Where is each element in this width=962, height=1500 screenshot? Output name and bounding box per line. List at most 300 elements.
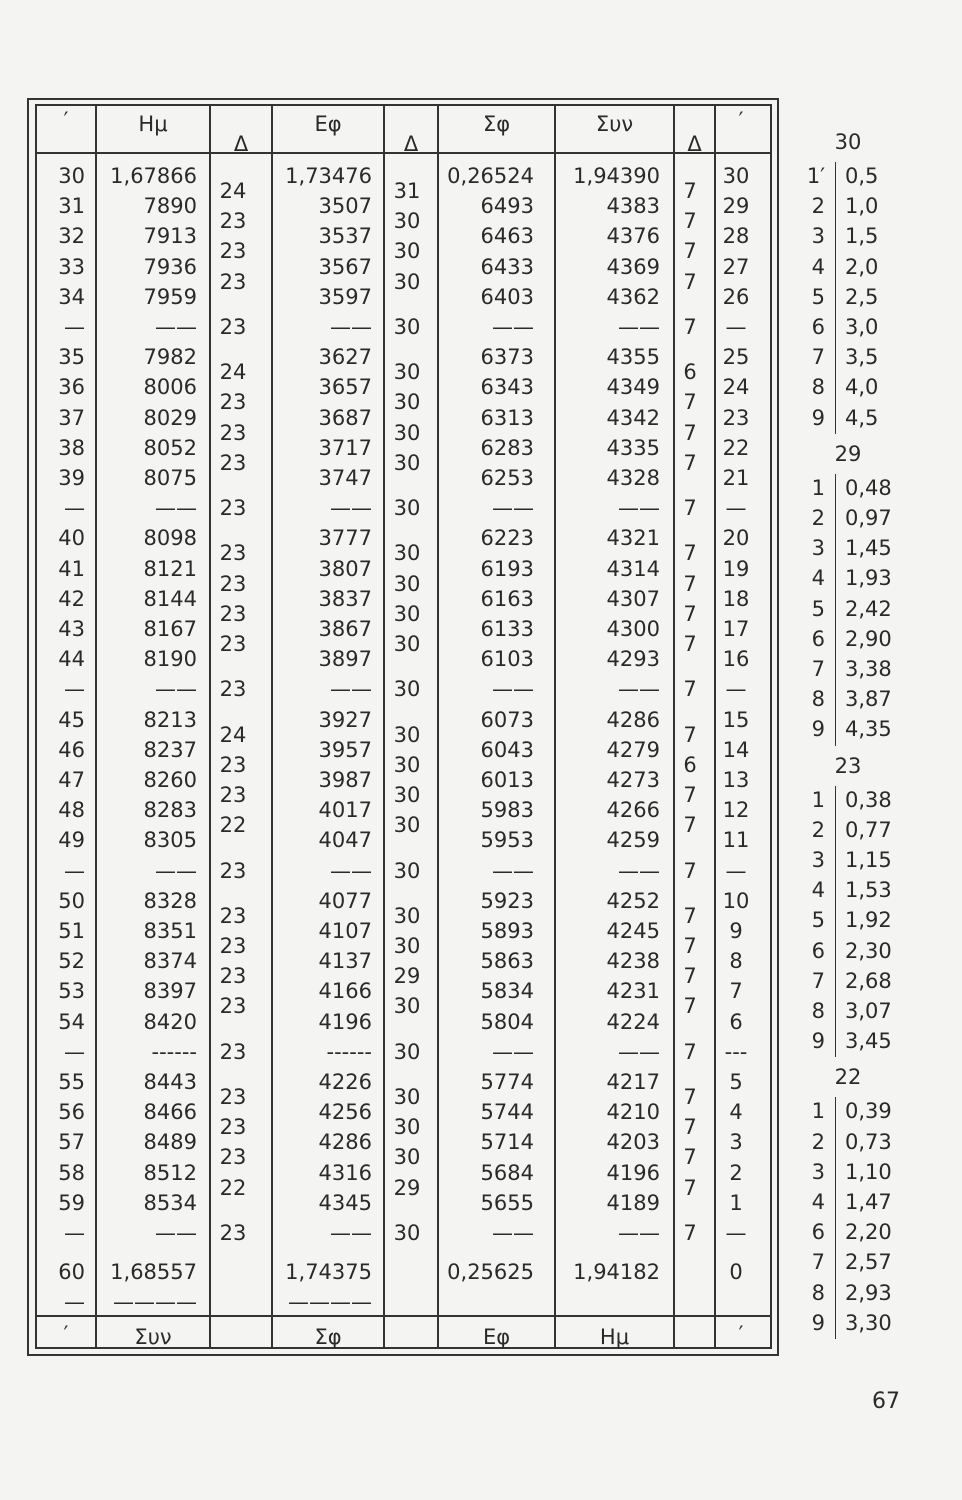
delta-ef: 30 [393,601,421,626]
hm-value: 8397 [143,979,197,1004]
ef-value: 3717 [318,435,372,460]
delta-syn: 7 [683,1039,697,1064]
minute-left: 57 [58,1130,85,1155]
pp-multiplier: 8 [811,1280,825,1305]
pp-value: 3,38 [845,657,892,681]
syn-value: 1,94390 [573,164,660,188]
hm-value: —— [155,1221,197,1245]
pp-value: 0,77 [845,817,892,842]
hm-value: 1,68557 [110,1260,197,1284]
sf-value: —— [492,1039,534,1064]
minute-left: 51 [58,919,85,943]
ef-value: 3627 [318,345,372,370]
delta-ef: 30 [393,994,421,1019]
header-delta-2: Δ [403,132,419,156]
pp-divider [835,162,836,434]
delta-hm: 24 [219,179,247,203]
delta-ef: 29 [393,1175,421,1200]
pp-multiplier: 3 [811,536,825,561]
delta-hm: 23 [219,858,247,883]
delta-ef: 30 [393,496,421,521]
delta-ef: 30 [393,209,421,234]
minute-right: 3 [729,1130,743,1155]
pp-value: 1,5 [845,224,879,249]
ef-value: 3747 [318,466,372,490]
page-number: 67 [872,1389,900,1414]
delta-syn: 7 [683,541,697,566]
minute-left: — [64,1039,85,1064]
pp-multiplier: 3 [811,848,825,872]
hm-value: 7982 [143,345,197,370]
ef-value: 4345 [318,1190,372,1215]
delta-ef: 30 [393,632,421,656]
ef-value: 3927 [318,707,372,732]
pp-multiplier: 9 [811,717,825,742]
sf-value: —— [492,496,534,521]
minute-right: 27 [722,254,750,279]
pp-divider [835,786,836,1058]
minute-right: 23 [722,405,750,430]
delta-syn: 7 [683,209,697,234]
syn-value: 4383 [606,194,660,219]
pp-value: 3,45 [845,1029,892,1054]
syn-value: 4328 [606,466,660,490]
minute-left: 30 [58,164,85,188]
delta-ef: 30 [393,541,421,566]
syn-value: 4224 [606,1009,660,1034]
hm-value: —— [155,858,197,883]
syn-value: 4335 [606,435,660,460]
delta-syn: 7 [683,934,697,958]
sf-value: 5714 [480,1130,534,1155]
ef-value: 4316 [318,1160,372,1185]
syn-value: 4189 [606,1190,660,1215]
pp-value: 4,35 [845,717,892,742]
pp-value: 3,0 [845,315,879,339]
delta-ef: 30 [393,752,421,777]
delta-hm: 23 [219,601,247,626]
delta-syn: 7 [683,903,697,928]
minute-left: 36 [58,375,85,400]
minute-left: 39 [58,466,85,490]
ef-value: 3507 [318,194,372,219]
hm-value: 7913 [143,224,197,249]
delta-hm: 23 [219,903,247,928]
delta-ef: 30 [393,722,421,747]
sf-value: 5983 [480,798,534,823]
sf-value: 6343 [480,375,534,400]
minute-left: — [64,858,85,883]
hm-value: 8305 [143,828,197,853]
minute-right: 18 [722,586,750,611]
delta-syn: 6 [683,360,697,385]
minute-left: 33 [58,254,85,279]
hm-value: —— [155,677,197,702]
ef-value: 4107 [318,919,372,943]
minute-left: 31 [58,194,85,219]
delta-ef: 30 [393,903,421,928]
hm-value: 8534 [143,1190,197,1215]
delta-ef: 30 [393,269,421,294]
delta-syn: 7 [683,450,697,475]
pp-multiplier: 7 [811,345,825,370]
pp-multiplier: 8 [811,999,825,1023]
footer-minutes-left: ′ [63,1322,69,1346]
pp-multiplier: 4 [811,254,825,279]
sf-value: 5893 [480,919,534,943]
minute-left: 41 [58,556,85,581]
pp-value: 1,45 [845,536,892,561]
pp-value: 3,30 [845,1310,892,1335]
pp-multiplier: 2 [811,817,825,842]
delta-hm: 23 [219,1085,247,1109]
sf-value: 0,26524 [447,164,534,188]
delta-hm: 23 [219,783,247,807]
minute-right: 19 [722,556,750,581]
sf-value: 6493 [480,194,534,219]
ef-value: 3957 [318,737,372,762]
minute-left: 43 [58,617,85,641]
pp-value: 2,30 [845,938,892,963]
minute-right: 1 [729,1190,743,1215]
hm-value: —— [155,496,197,521]
delta-hm: 23 [219,934,247,958]
delta-hm: 23 [219,994,247,1019]
hm-value: 8098 [143,526,197,551]
minute-right: 2 [729,1160,743,1185]
delta-hm: 23 [219,239,247,264]
delta-ef: 30 [393,390,421,415]
delta-syn: 7 [683,420,697,445]
footer-ef: Εφ [482,1325,511,1349]
syn-value: 4369 [606,254,660,279]
hm-value: 8144 [143,586,197,611]
pp-multiplier: 5 [811,284,825,309]
delta-syn: 7 [683,315,697,339]
delta-hm: 23 [219,752,247,777]
pp-multiplier: 4 [811,1190,825,1214]
delta-ef: 30 [393,1039,421,1064]
pp-value: 2,42 [845,596,892,621]
minute-right: 29 [722,194,750,219]
pp-multiplier: 4 [811,878,825,903]
ef-value: —— [330,1221,372,1245]
delta-hm: 23 [219,496,247,521]
syn-value: 4203 [606,1130,660,1155]
syn-value: 4231 [606,979,660,1004]
sf-value: 6103 [480,647,534,672]
pp-divider [835,1097,836,1339]
delta-syn: 7 [683,601,697,626]
delta-hm: 23 [219,209,247,234]
ef-value: 3597 [318,284,372,309]
pp-multiplier: 2 [811,506,825,530]
pp-value: 0,73 [845,1129,892,1154]
header-syn: Συν [595,112,634,136]
minute-right: — [725,1221,747,1245]
minute-right: 14 [722,737,750,762]
minute-left: 52 [58,949,85,974]
sf-value: 5923 [480,888,534,913]
syn-value: 4196 [606,1160,660,1185]
minute-right: — [725,858,747,883]
minute-right: 25 [722,345,750,370]
pp-multiplier: 1 [811,1099,825,1124]
sf-value: —— [492,1221,534,1245]
syn-value: 4210 [606,1100,660,1125]
pp-value: 2,0 [845,254,879,279]
minute-left: — [64,1221,85,1245]
sf-value: —— [492,315,534,339]
hm-value: 7959 [143,284,197,309]
minute-left: 37 [58,405,85,430]
pp-multiplier: 3 [811,224,825,249]
ef-value: —— [330,315,372,339]
sf-value: 6223 [480,526,534,551]
sf-value: 6253 [480,466,534,490]
ef-value: —— [330,496,372,521]
minute-left: — [64,496,85,521]
hm-value: 8466 [143,1100,197,1125]
delta-syn: 7 [683,1085,697,1109]
hm-value: 8489 [143,1130,197,1155]
pp-value: 0,48 [845,475,892,500]
delta-hm: 23 [219,1145,247,1170]
delta-ef: 30 [393,858,421,883]
delta-hm: 23 [219,420,247,445]
syn-value: 4376 [606,224,660,249]
minute-left: — [64,315,85,339]
header-delta-1: Δ [233,132,249,156]
minute-right: 20 [722,526,750,551]
minute-right: — [725,315,747,339]
sf-value: 5774 [480,1070,534,1094]
pp-value: 0,39 [845,1099,892,1124]
footer-minutes-right: ′ [738,1322,744,1346]
pp-multiplier: 9 [811,1310,825,1335]
sf-value: 6403 [480,284,534,309]
minute-left: 40 [58,526,85,551]
ef-value: 1,74375 [285,1260,372,1284]
minute-right: 5 [729,1070,743,1094]
delta-syn: 7 [683,677,697,702]
delta-syn: 7 [683,813,697,838]
delta-syn: 7 [683,858,697,883]
hm-value: 8374 [143,949,197,974]
minute-right: 10 [722,888,750,913]
delta-hm: 22 [219,813,247,838]
syn-value: 4279 [606,737,660,762]
ef-value: 3987 [318,768,372,792]
minute-right: --- [724,1039,748,1064]
syn-value: 4252 [606,888,660,913]
delta-syn: 7 [683,722,697,747]
delta-ef: 30 [393,1221,421,1245]
pp-multiplier: 6 [811,1220,825,1245]
delta-ef: 31 [393,179,421,203]
sf-value: 5863 [480,949,534,974]
sf-value: 6163 [480,586,534,611]
syn-value: 4266 [606,798,660,823]
ef-value: 3897 [318,647,372,672]
delta-syn: 7 [683,239,697,264]
ef-value: ------ [326,1039,372,1064]
delta-hm: 24 [219,360,247,385]
sf-value: —— [492,677,534,702]
delta-ef: 30 [393,450,421,475]
minute-right: 15 [722,707,750,732]
minute-right: 11 [722,828,750,853]
ef-value: 3777 [318,526,372,551]
pp-multiplier: 6 [811,626,825,651]
hm-value: ———— [113,1290,197,1314]
delta-syn: 7 [683,632,697,656]
pp-value: 3,5 [845,345,879,370]
sf-value: 6043 [480,737,534,762]
hm-value: 8237 [143,737,197,762]
minute-left: 54 [58,1009,85,1034]
ef-value: ———— [288,1290,372,1314]
ef-value: 3567 [318,254,372,279]
syn-value: —— [618,858,660,883]
syn-value: 4245 [606,919,660,943]
delta-ef: 30 [393,934,421,958]
delta-ef: 30 [393,783,421,807]
minute-right: 24 [722,375,750,400]
pp-multiplier: 8 [811,375,825,400]
sf-value: 6193 [480,556,534,581]
hm-value: 8512 [143,1160,197,1185]
minute-left: 56 [58,1100,85,1125]
hm-value: 8328 [143,888,197,913]
syn-value: 4349 [606,375,660,400]
delta-hm: 24 [219,722,247,747]
sf-value: —— [492,858,534,883]
minute-right: 4 [729,1100,743,1125]
pp-value: 2,68 [845,968,892,993]
pp-value: 4,5 [845,405,879,430]
pp-multiplier: 9 [811,405,825,430]
syn-value: 4321 [606,526,660,551]
row-rule [35,1315,772,1317]
sf-value: 5655 [480,1190,534,1215]
ef-value: 4077 [318,888,372,913]
syn-value: 4259 [606,828,660,853]
header-sf: Σφ [482,112,511,136]
delta-hm: 23 [219,1221,247,1245]
delta-ef: 29 [393,964,421,989]
pp-value: 2,5 [845,284,879,309]
footer-syn: Συν [134,1325,172,1349]
minute-left: 49 [58,828,85,853]
sf-value: 6463 [480,224,534,249]
minute-right: 30 [722,164,750,188]
pp-value: 1,0 [845,194,879,219]
delta-hm: 23 [219,632,247,656]
sf-value: 5804 [480,1009,534,1034]
sf-value: 6313 [480,405,534,430]
pp-value: 1,93 [845,566,892,591]
delta-ef: 30 [393,571,421,596]
sf-value: 6073 [480,707,534,732]
minute-right: 12 [722,798,750,823]
delta-syn: 7 [683,994,697,1019]
ef-value: 3867 [318,617,372,641]
syn-value: —— [618,1039,660,1064]
pp-value: 1,92 [845,908,892,933]
syn-value: 4217 [606,1070,660,1094]
minute-right: — [725,496,747,521]
footer-hm: Ημ [599,1325,630,1349]
delta-syn: 7 [683,571,697,596]
minute-right: 9 [729,919,743,943]
delta-ef: 30 [393,677,421,702]
minute-left: 45 [58,707,85,732]
minute-left: 59 [58,1190,85,1215]
ef-value: 4047 [318,828,372,853]
pp-value: 3,87 [845,687,892,712]
ef-value: 4286 [318,1130,372,1155]
minute-right: — [725,677,747,702]
delta-hm: 22 [219,1175,247,1200]
hm-value: —— [155,315,197,339]
minute-right: 17 [722,617,750,641]
ef-value: 4256 [318,1100,372,1125]
ef-value: 4137 [318,949,372,974]
pp-multiplier: 7 [811,968,825,993]
delta-hm: 23 [219,450,247,475]
ef-value: 4166 [318,979,372,1004]
header-minutes-right: ′ [738,108,744,132]
delta-ef: 30 [393,1085,421,1109]
minute-left: 34 [58,284,85,309]
pp-value: 1,53 [845,878,892,903]
minute-left: 46 [58,737,85,762]
ef-value: 4226 [318,1070,372,1094]
minute-left: 55 [58,1070,85,1094]
syn-value: 4355 [606,345,660,370]
delta-hm: 23 [219,269,247,294]
minute-right: 13 [722,768,750,792]
minute-right: 8 [729,949,743,974]
pp-value: 0,97 [845,506,892,530]
pp-header: 22 [834,1065,862,1090]
header-delta-3: Δ [687,132,702,156]
sf-value: 5953 [480,828,534,853]
minute-right: 26 [722,284,750,309]
pp-multiplier: 4 [811,566,825,591]
pp-multiplier: 5 [811,908,825,933]
pp-header: 29 [834,441,862,466]
pp-value: 2,93 [845,1280,892,1305]
delta-hm: 23 [219,390,247,415]
ef-value: —— [330,677,372,702]
delta-hm: 23 [219,964,247,989]
delta-syn: 7 [683,1145,697,1170]
delta-syn: 7 [683,1221,697,1245]
hm-value: 8029 [143,405,197,430]
ef-value: 3657 [318,375,372,400]
delta-ef: 30 [393,315,421,339]
sf-value: 6433 [480,254,534,279]
syn-value: 4342 [606,405,660,430]
header-minutes-left: ′ [63,108,69,132]
pp-header: 23 [834,753,862,778]
pp-value: 3,07 [845,999,892,1023]
hm-value: 8075 [143,466,197,490]
syn-value: 4286 [606,707,660,732]
minute-left: — [64,677,85,702]
